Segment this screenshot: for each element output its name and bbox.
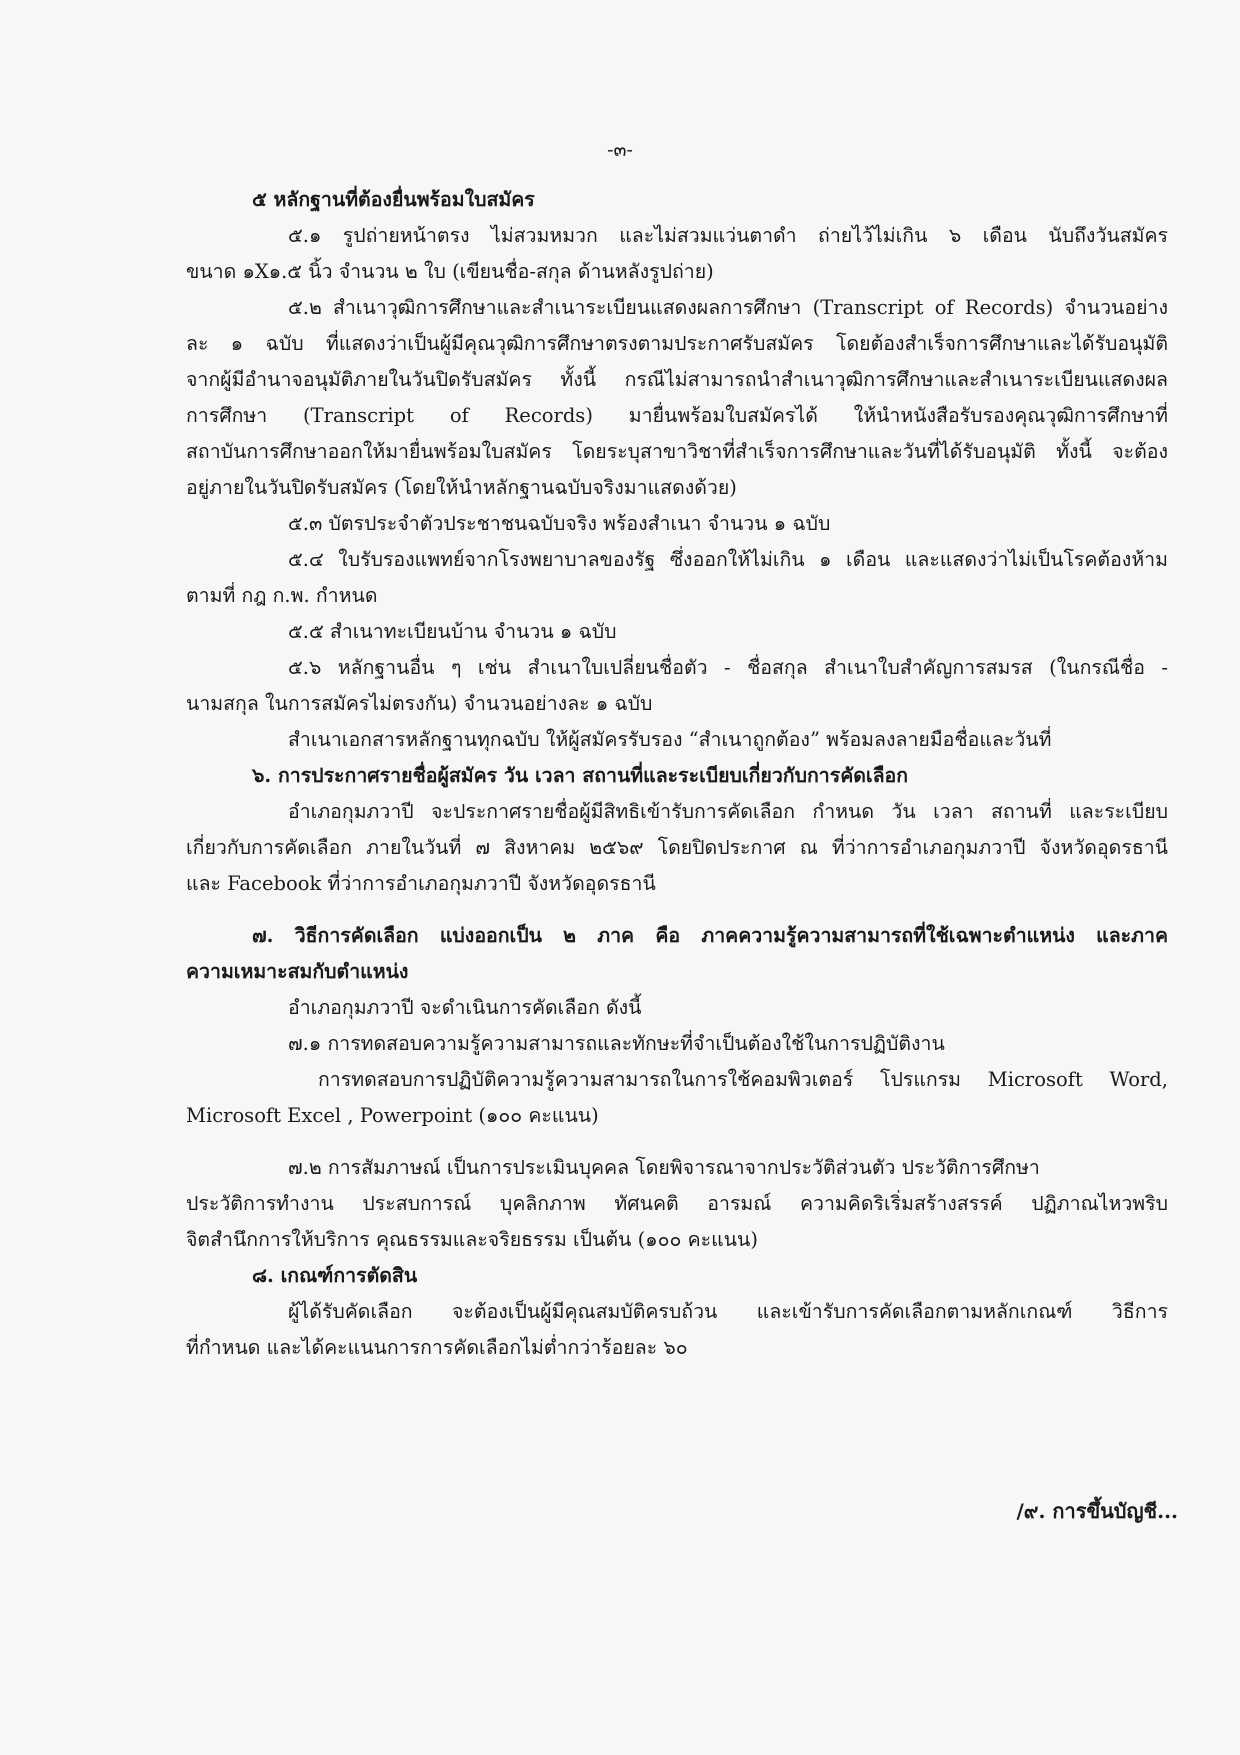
page-number: -๓-: [607, 139, 633, 161]
body-line: ๕.๒ สำเนาวุฒิการศึกษาและสำเนาระเบียนแสดงผลการศึกษา (Transcript of Records) จำนวนอย่าง: [288, 296, 1168, 319]
section-7-heading-cont: ความเหมาะสมกับตำแหน่ง: [186, 960, 409, 983]
body-line: ๕.๑ รูปถ่ายหน้าตรง ไม่สวมหมวก และไม่สวมแว่นตาดำ ถ่ายไว้ไม่เกิน ๖ เดือน นับถึงวันสมัคร: [288, 224, 1168, 247]
body-line: ๗.๒ การสัมภาษณ์ เป็นการประเมินบุคคล โดยพิจารณาจากประวัติส่วนตัว ประวัติการศึกษา: [288, 1156, 1040, 1179]
body-line: ผู้ได้รับคัดเลือก จะต้องเป็นผู้มีคุณสมบัติครบถ้วน และเข้ารับการคัดเลือกตามหลักเกณฑ์ วิธีการ: [288, 1300, 1168, 1323]
body-line: จากผู้มีอำนาจอนุมัติภายในวันปิดรับสมัคร ทั้งนี้ กรณีไม่สามารถนำสำเนาวุฒิการศึกษาและสำเนาระเบียนแสดงผล: [186, 368, 1168, 391]
body-line: ที่กำหนด และได้คะแนนการการคัดเลือกไม่ต่ำกว่าร้อยละ ๖๐: [186, 1336, 688, 1359]
body-line: ๗.๑ การทดสอบความรู้ความสามารถและทักษะที่จำเป็นต้องใช้ในการปฏิบัติงาน: [288, 1032, 945, 1055]
body-line: ๕.๔ ใบรับรองแพทย์จากโรงพยาบาลของรัฐ ซึ่งออกให้ไม่เกิน ๑ เดือน และแสดงว่าไม่เป็นโรคต้องห้าม: [288, 548, 1168, 571]
body-line: ละ ๑ ฉบับ ที่แสดงว่าเป็นผู้มีคุณวุฒิการศึกษาตรงตามประกาศรับสมัคร โดยต้องสำเร็จการศึกษาและได้รับอนุมัติ: [186, 332, 1168, 355]
body-line: สถาบันการศึกษาออกให้มายื่นพร้อมใบสมัคร โดยระบุสาขาวิชาที่สำเร็จการศึกษาและวันที่ได้รับอนุมัติ ทั้งนี้ จะต้อง: [186, 440, 1168, 463]
body-line: อำเภอกุมภวาปี จะประกาศรายชื่อผู้มีสิทธิเข้ารับการคัดเลือก กำหนด วัน เวลา สถานที่ และระเบียบ: [288, 800, 1168, 823]
body-line: ๕.๓ บัตรประจำตัวประชาชนฉบับจริง พร้องสำเนา จำนวน ๑ ฉบับ: [288, 512, 831, 535]
body-line: ๕.๕ สำเนาทะเบียนบ้าน จำนวน ๑ ฉบับ: [288, 620, 617, 643]
body-line: สำเนาเอกสารหลักฐานทุกฉบับ ให้ผู้สมัครรับรอง “สำเนาถูกต้อง” พร้อมลงลายมือชื่อและวันที่: [288, 728, 1052, 751]
body-line: เกี่ยวกับการคัดเลือก ภายในวันที่ ๗ สิงหาคม ๒๕๖๙ โดยปิดประกาศ ณ ที่ว่าการอำเภอกุมภวาปี จังหวัดอุดรธานี: [186, 836, 1168, 859]
body-line: และ Facebook ที่ว่าการอำเภอกุมภวาปี จังหวัดอุดรธานี: [186, 872, 656, 895]
body-line: การทดสอบการปฏิบัติความรู้ความสามารถในการใช้คอมพิวเตอร์ โปรแกรม Microsoft Word,: [318, 1068, 1168, 1091]
body-line: ขนาด ๑X๑.๕ นิ้ว จำนวน ๒ ใบ (เขียนชื่อ-สกุล ด้านหลังรูปถ่าย): [186, 260, 714, 283]
body-line: ประวัติการทำงาน ประสบการณ์ บุคลิกภาพ ทัศนคติ อารมณ์ ความคิดริเริ่มสร้างสรรค์ ปฏิภาณไหวพริบ: [186, 1192, 1168, 1215]
section-7-heading: ๗. วิธีการคัดเลือก แบ่งออกเป็น ๒ ภาค คือ ภาคความรู้ความสามารถที่ใช้เฉพาะตำแหน่ง และภาค: [252, 924, 1168, 947]
section-5-heading: ๕ หลักฐานที่ต้องยื่นพร้อมใบสมัคร: [252, 188, 535, 211]
body-line: ๕.๖ หลักฐานอื่น ๆ เช่น สำเนาใบเปลี่ยนชื่อตัว - ชื่อสกุล สำเนาใบสำคัญการสมรส (ในกรณีชื่อ -: [288, 656, 1168, 679]
body-line: การศึกษา (Transcript of Records) มายื่นพร้อมใบสมัครได้ ให้นำหนังสือรับรองคุณวุฒิการศึกษาที่: [186, 404, 1168, 427]
body-line: อำเภอกุมภวาปี จะดำเนินการคัดเลือก ดังนี้: [288, 996, 642, 1019]
continuation-footer: /๙. การขึ้นบัญชี...: [1016, 1499, 1178, 1523]
body-line: จิตสำนึกการให้บริการ คุณธรรมและจริยธรรม เป็นต้น (๑๐๐ คะแนน): [186, 1228, 758, 1251]
body-line: Microsoft Excel , Powerpoint (๑๐๐ คะแนน): [186, 1104, 599, 1127]
body-line: อยู่ภายในวันปิดรับสมัคร (โดยให้นำหลักฐานฉบับจริงมาแสดงด้วย): [186, 476, 737, 499]
body-line: ตามที่ กฎ ก.พ. กำหนด: [186, 584, 378, 607]
section-6-heading: ๖. การประกาศรายชื่อผู้สมัคร วัน เวลา สถานที่และระเบียบเกี่ยวกับการคัดเลือก: [252, 764, 909, 787]
section-8-heading: ๘. เกณฑ์การตัดสิน: [252, 1264, 418, 1287]
body-line: นามสกุล ในการสมัครไม่ตรงกัน) จำนวนอย่างละ ๑ ฉบับ: [186, 692, 653, 715]
